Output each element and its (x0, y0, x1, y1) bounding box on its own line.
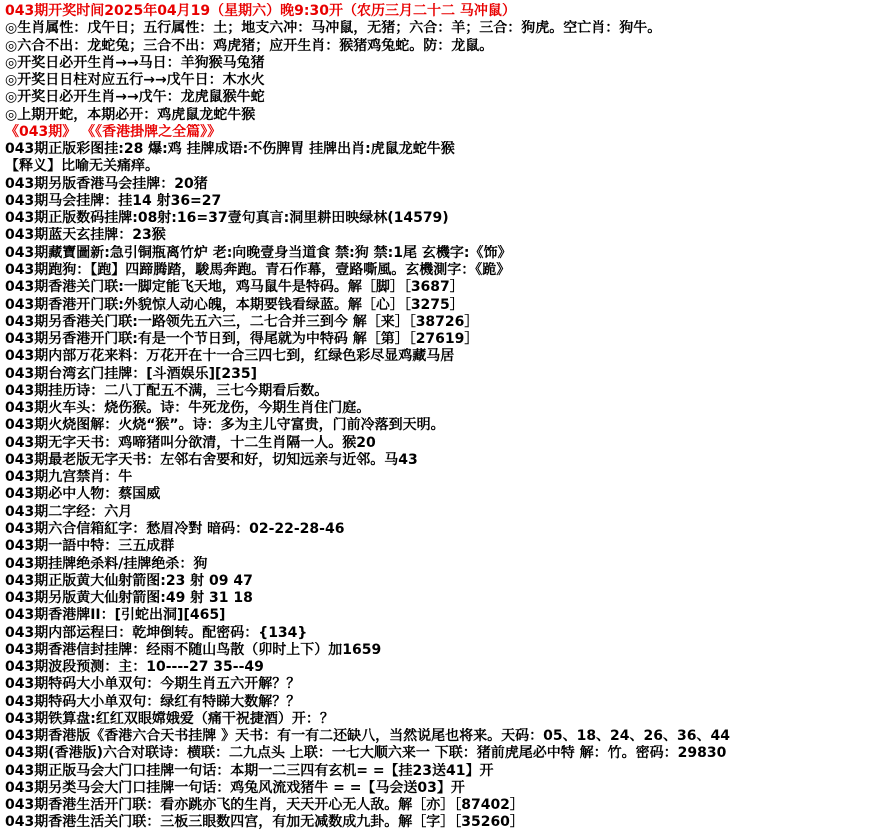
text-line-18: 043期香港开门联:外貌惊人动心魄，本期要钱看绿蓝。解［心］［3275］ (5, 296, 464, 313)
text-line-39: 043期波段预测：主：10----27 35--49 (5, 659, 264, 676)
text-line-31: 043期六合信箱紅字：愁眉冷對 暗码：02-22-28-46 (5, 520, 345, 537)
text-line-29: 043期必中人物：蔡国威 (5, 486, 161, 503)
text-line-26: 043期无字天书：鸡啼猪叫分欲清，十二生肖隔一人。猴20 (5, 434, 376, 451)
text-line-15: 043期藏寶圖新:急引铜瓶离竹炉 老:向晚壹身当道食 禁:狗 禁:1尾 玄機字:《饰》 (5, 244, 512, 261)
text-line-27: 043期最老版无字天书：左邻右舍要和好，切知远亲与近邻。马43 (5, 451, 418, 468)
text-line-10: 【释义】比喻无关痛痒。 (5, 158, 159, 175)
text-line-35: 043期另版黄大仙射箭图:49 射 31 18 (5, 590, 253, 607)
text-line-40: 043期特码大小单双句：今期生肖五六开解？？ (5, 676, 301, 693)
text-line-30: 043期二字经：六月 (5, 503, 133, 520)
text-line-4: ◎开奖日必开生肖→→马日：羊狗猴马兔猪 (5, 54, 265, 71)
text-line-48: 043期香港生活关门联：三板三眼数四宫，有加无减数成九卦。解［字］［35260］ (5, 814, 524, 831)
text-line-33: 043期挂牌绝杀料/挂牌绝杀：狗 (5, 555, 208, 572)
text-line-13: 043期正版数码挂牌:08射:16=37壹句真言:洞里耕田映绿林(14579) (5, 210, 449, 227)
text-line-16: 043期跑狗：【跑】四蹄腾踏，駿馬奔跑。青石作幕，壹路嘶風。玄機測字：《跪》 (5, 261, 511, 278)
text-line-24: 043期火车头：烧伤猴。诗：牛死龙伤，今期生肖住门庭。 (5, 400, 371, 417)
text-line-38: 043期香港信封挂牌：经雨不随山鸟散（卯时上下）加1659 (5, 641, 382, 658)
text-line-21: 043期内部万花来料：万花开在十一合三四七到，红绿色彩尽显鸡藏马居 (5, 348, 455, 365)
text-line-8: 《043期》 《《香港掛牌之全篇》》 (5, 123, 222, 140)
text-line-41: 043期特码大小单双句：绿红有特睇大数解？？ (5, 693, 301, 710)
text-lines-container (5, 3, 892, 832)
text-line-9: 043期正版彩图挂:28 爆:鸡 挂牌成语:不伤脾胃 挂牌出肖:虎鼠龙蛇牛猴 (5, 141, 455, 158)
text-line-20: 043期另香港开门联:有是一个节日到，得尾就为中特码 解［第］［27619］ (5, 331, 479, 348)
text-line-12: 043期马会挂牌：挂14 射36=27 (5, 192, 222, 209)
text-line-44: 043期(香港版)六合对联诗：横联：二九点头 上联：一七大顺六来一 下联：猪前虎尾必中特 解：竹。密码：29830 (5, 745, 727, 762)
text-line-14: 043期蓝天玄挂牌：23猴 (5, 227, 166, 244)
text-line-2: ◎生肖属性：戊午日；五行属性：土；地支六冲：马冲鼠，无猪；六合：羊；三合：狗虎。空亡肖：狗牛。 (5, 20, 662, 37)
text-line-45: 043期正版马会大门口挂牌一句话：本期一二三四有玄机= =【挂23送41】开 (5, 762, 494, 779)
text-line-46: 043期另类马会大门口挂牌一句话：鸡兔风流戏猪牛 = =【马会送03】开 (5, 779, 465, 796)
text-line-6: ◎开奖日必开生肖→→戊午：龙虎鼠猴牛蛇 (5, 89, 265, 106)
text-line-32: 043期一語中特：三五成群 (5, 538, 175, 555)
text-line-37: 043期内部运程曰：乾坤倒转。配密码：{134} (5, 624, 308, 641)
text-line-1: 043期开奖时间2025年04月19（星期六）晚9:30开（农历三月二十二 马冲鼠） (5, 3, 516, 19)
text-line-36: 043期香港牌II：[引蛇出洞][465] (5, 607, 226, 624)
text-line-19: 043期另香港关门联:一路领先五六三，二七合并三到今 解［来］［38726］ (5, 313, 479, 330)
text-line-5: ◎开奖日日柱对应五行→→戊午日：木水火 (5, 72, 265, 89)
text-line-34: 043期正版黄大仙射箭图:23 射 09 47 (5, 572, 253, 589)
text-line-47: 043期香港生活开门联：看亦跳亦飞的生肖，天天开心无人敌。解［亦］［87402］ (5, 797, 524, 814)
text-line-25: 043期火烧图解：火烧“猴”。诗：多为主儿守富贵，门前冷落到天明。 (5, 417, 445, 434)
text-line-28: 043期九宫禁肖：牛 (5, 469, 133, 486)
text-line-22: 043期台湾玄门挂牌：[斗酒娱乐][235] (5, 365, 258, 382)
text-line-3: ◎六合不出：龙蛇兔；三合不出：鸡虎猪；应开生肖：猴猪鸡兔蛇。防：龙鼠。 (5, 37, 494, 54)
text-line-11: 043期另版香港马会挂牌：20猪 (5, 175, 208, 192)
text-line-23: 043期挂历诗：二八丁配五不满，三七今期看后数。 (5, 382, 329, 399)
text-line-42: 043期铁算盘:红红双眼嫦娥爱（痛干祝捷酒）开：？ (5, 710, 334, 727)
text-line-43: 043期香港版《香港六合天书挂牌 》天书：有一有二还缺八，当然说尾也将来。天码：05、18、24、26、36、44 (5, 728, 730, 745)
text-line-7: ◎上期开蛇，本期必开：鸡虎鼠龙蛇牛猴 (5, 106, 256, 123)
text-line-17: 043期香港关门联:一脚定能飞天地，鸡马鼠牛是特码。解［脚］［3687］ (5, 279, 464, 296)
